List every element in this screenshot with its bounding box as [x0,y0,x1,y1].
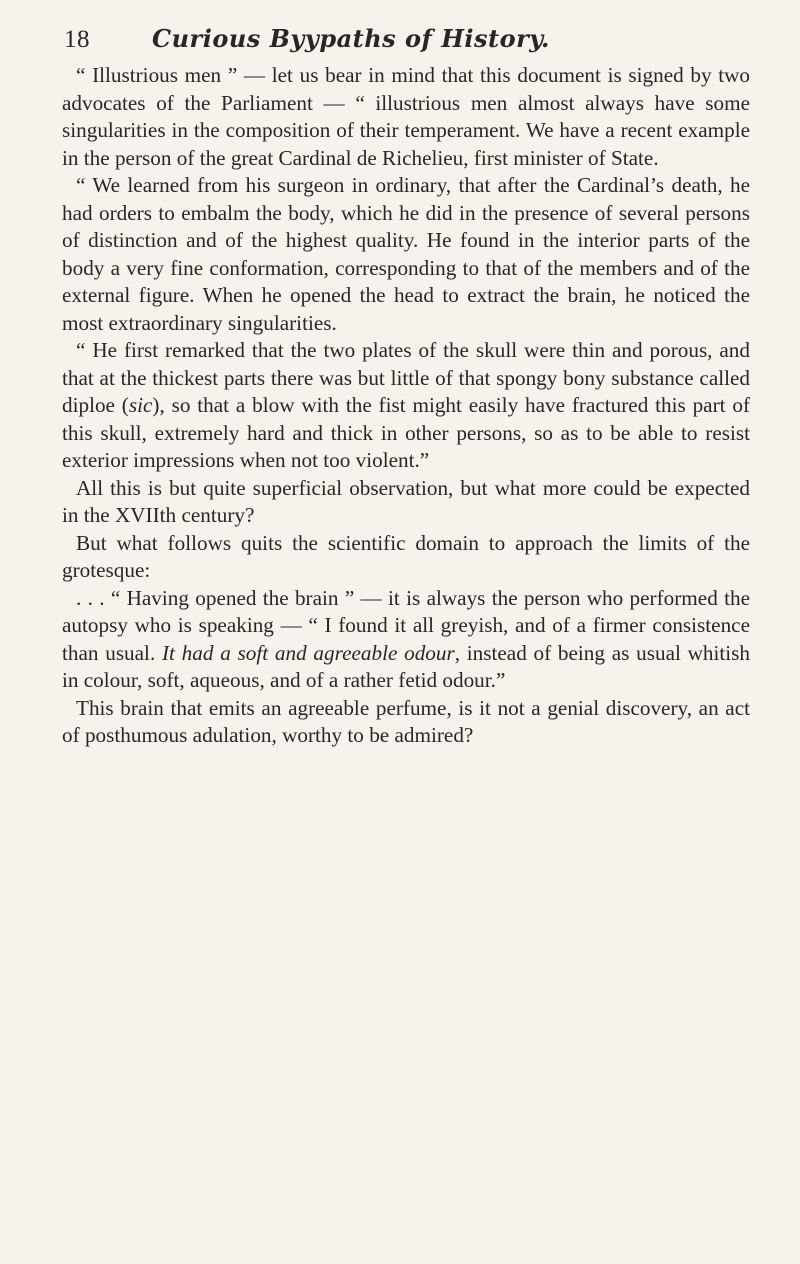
running-head [62,22,750,60]
italic-text: sic [128,393,153,417]
italic-text: It had a soft and agreeable odour [162,640,455,665]
paragraph-text: , instead of being as usual whitish in colour, soft, aqueous, and of a rather fetid odour.” [62,640,750,692]
paragraph-text: ), so that a blow with the fist might easily have fractured this part of this skull, extremely hard and thick in other persons, so as to be able to resist exterior impressions when not too violent.” [62,393,750,472]
paragraph [62,585,750,695]
page-number: 18 [64,26,90,53]
paragraph: All this is but quite superficial observation, but what more could be expected in the XVIIth century? [62,475,750,527]
paragraph: “ Illustrious men ” — let us bear in mind that this document is signed by two advocates of the Parliament — “ illustrious men almost always have some singularities in the composition of their temperament. We have a recent example in the person of the great Cardinal de Richelieu, first minister of State. [62,63,750,170]
body-text [62,62,750,750]
running-title: Curious Byypaths of History. [152,24,550,53]
paragraph: This brain that emits an agreeable perfume, is it not a genial discovery, an act of posthumous adulation, worthy to be admired? [62,695,750,747]
paragraph: But what follows quits the scientific domain to approach the limits of the grotesque: [62,530,750,582]
paragraph [62,337,750,475]
book-page [62,22,750,750]
paragraph: “ We learned from his surgeon in ordinary, that after the Cardinal’s death, he had orders to embalm the body, which he did in the presence of several persons of distinction and of the highest quality. He found in the interior parts of the body a very fine conformation, corresponding to that of the members and of the external figure. When he opened the head to extract the brain, he noticed the most extraordinary singularities. [62,173,750,335]
paragraph-text: . . . “ Having opened the brain ” — it is always the person who performed the autopsy who is speaking — “ I found it all greyish, and of a firmer consistence than usual. [62,585,750,665]
paragraph-text: “ He first remarked that the two plates of the skull were thin and porous, and that at the thickest parts there was but little of that spongy bony substance called diploe ( [62,338,750,417]
